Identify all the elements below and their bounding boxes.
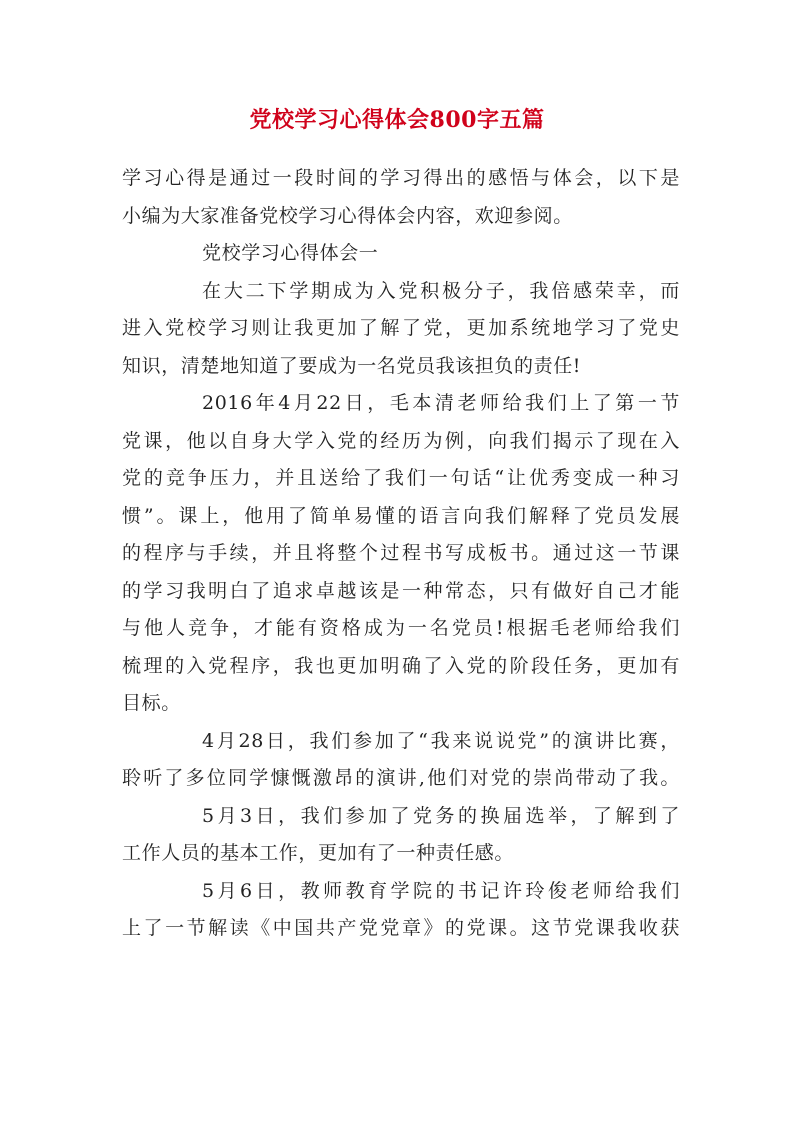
text-line: 在大二下学期成为入党积极分子，我倍感荣幸，而 (202, 279, 680, 302)
text-line: 梳理的入党程序，我也更加明确了入党的阶段任务，更加有 (122, 654, 680, 677)
text-line: 5月6日，教师教育学院的书记许玲俊老师给我们 (202, 879, 680, 902)
text-line: 5月3日，我们参加了党务的换届选举，了解到了 (202, 804, 680, 827)
section-heading: 党校学习心得体会一 (202, 242, 379, 264)
text-line: 党的竞争压力，并且送给了我们一句话“让优秀变成一种习 (122, 467, 680, 489)
text-line: 知识，清楚地知道了要成为一名党员我该担负的责任! (122, 354, 582, 377)
text-line: 2016年4月22日，毛本清老师给我们上了第一节 (202, 392, 680, 414)
text-line: 学习心得是通过一段时间的学习得出的感悟与体会，以下是 (122, 167, 680, 189)
text-line: 小编为大家准备党校学习心得体会内容，欢迎参阅。 (122, 204, 573, 227)
text-line: 聆听了多位同学慷慨激昂的演讲,他们对党的崇尚带动了我。 (122, 767, 680, 789)
text-line: 工作人员的基本工作，更加有了一种责任感。 (122, 842, 515, 864)
text-line: 上了一节解读《中国共产党党章》的党课。这节党课我收获 (122, 917, 680, 939)
text-line: 进入党校学习则让我更加了解了党，更加系统地学习了党史 (122, 317, 680, 339)
document-body (122, 160, 680, 948)
document-title: 党校学习心得体会800字五篇 (249, 107, 545, 133)
text-line: 4月28日，我们参加了“我来说说党”的演讲比赛， (202, 729, 680, 752)
text-line: 目标。 (122, 692, 181, 714)
text-line: 党课，他以自身大学入党的经历为例，向我们揭示了现在入 (122, 429, 680, 452)
text-line: 的学习我明白了追求卓越该是一种常态，只有做好自己才能 (122, 579, 680, 602)
text-line: 惯”。课上，他用了简单易懂的语言向我们解释了党员发展 (122, 504, 680, 527)
text-line: 与他人竞争，才能有资格成为一名党员!根据毛老师给我们 (122, 617, 680, 639)
text-line: 的程序与手续，并且将整个过程书写成板书。通过这一节课 (122, 542, 680, 564)
